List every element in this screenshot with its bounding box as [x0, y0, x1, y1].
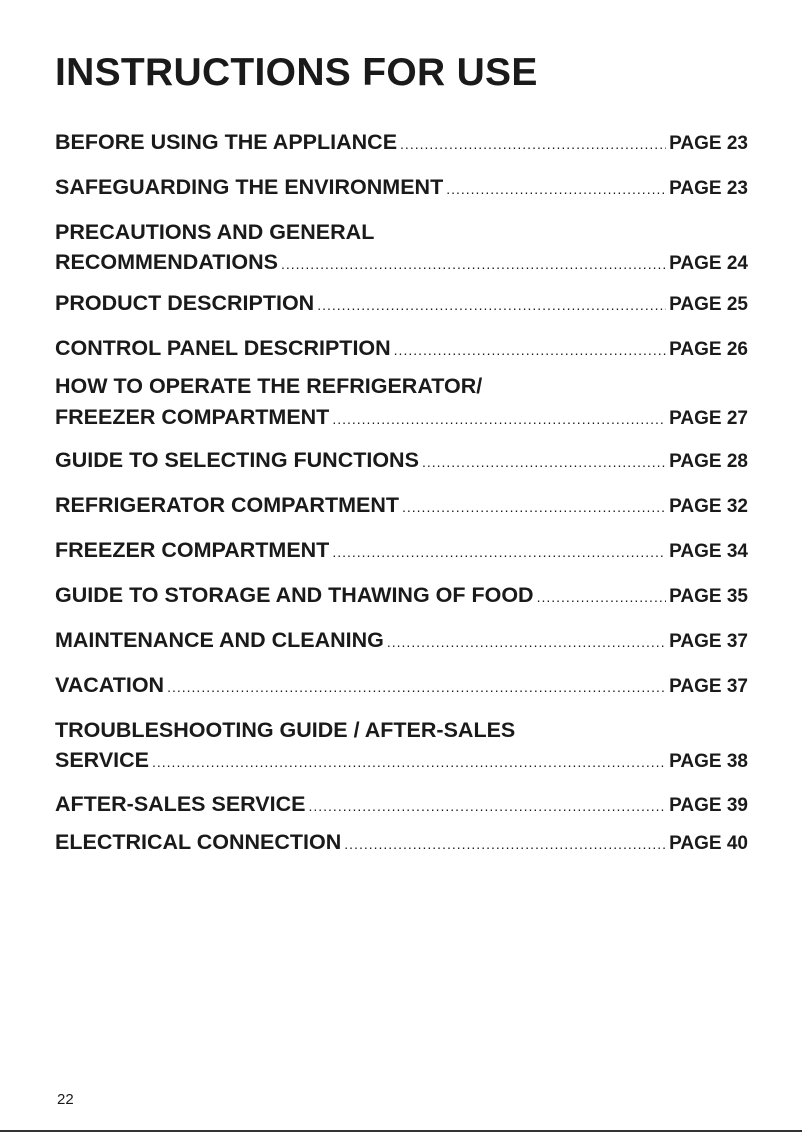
toc-entry[interactable]: [55, 671, 748, 702]
toc-page-ref: PAGE 25: [669, 294, 748, 315]
toc-entry[interactable]: [55, 372, 748, 434]
toc-label: SAFEGUARDING THE ENVIRONMENT: [55, 175, 444, 199]
toc-label: SERVICE: [55, 748, 149, 772]
toc-leader-dots: [281, 250, 666, 279]
toc-page-ref: PAGE 28: [669, 451, 748, 472]
toc-page-ref: PAGE 37: [669, 676, 748, 697]
toc-entry[interactable]: [55, 173, 748, 204]
toc-entry[interactable]: [55, 289, 748, 320]
toc-label: PRODUCT DESCRIPTION: [55, 291, 315, 315]
toc-leader-dots: [167, 673, 666, 702]
toc-page-ref: PAGE 24: [669, 253, 748, 274]
toc-entry[interactable]: [55, 334, 748, 365]
toc-label: FREEZER COMPARTMENT: [55, 538, 330, 562]
toc-label: FREEZER COMPARTMENT: [55, 405, 330, 429]
toc-label: REFRIGERATOR COMPARTMENT: [55, 493, 399, 517]
bottom-rule: [0, 1130, 802, 1132]
toc-label: GUIDE TO SELECTING FUNCTIONS: [55, 448, 419, 472]
toc-leader-dots: [332, 405, 666, 434]
toc-label: BEFORE USING THE APPLIANCE: [55, 130, 398, 154]
toc-label: CONTROL PANEL DESCRIPTION: [55, 336, 391, 360]
toc-page-ref: PAGE 26: [669, 339, 748, 360]
toc-entry[interactable]: [55, 581, 748, 612]
toc-leader-dots: [394, 336, 666, 365]
toc-entry[interactable]: [55, 828, 748, 859]
toc-leader-dots: [400, 130, 666, 159]
toc-page-ref: PAGE 40: [669, 833, 748, 854]
toc-leader-dots: [308, 792, 666, 821]
toc-entry[interactable]: [55, 716, 748, 777]
toc-entry[interactable]: [55, 128, 748, 159]
toc-leader-dots: [537, 583, 667, 612]
toc-entry[interactable]: [55, 491, 748, 522]
toc-label: GUIDE TO STORAGE AND THAWING OF FOOD: [55, 583, 534, 607]
toc-leader-dots: [446, 175, 666, 204]
toc-entry[interactable]: [55, 626, 748, 657]
toc-leader-dots: [387, 628, 666, 657]
toc-label: VACATION: [55, 673, 165, 697]
page-title: INSTRUCTIONS FOR USE: [55, 51, 538, 94]
toc-leader-dots: [422, 448, 666, 477]
toc-label: AFTER-SALES SERVICE: [55, 792, 306, 816]
toc-label: MAINTENANCE AND CLEANING: [55, 628, 384, 652]
toc-page-ref: PAGE 39: [669, 795, 748, 816]
toc-page-ref: PAGE 34: [669, 541, 748, 562]
toc-leader-dots: [332, 538, 666, 567]
toc-label-first-line: PRECAUTIONS AND GENERAL: [55, 220, 375, 244]
toc-page-ref: PAGE 37: [669, 631, 748, 652]
toc-label: ELECTRICAL CONNECTION: [55, 830, 342, 854]
toc-page-ref: PAGE 23: [669, 178, 748, 199]
toc-page-ref: PAGE 35: [669, 586, 748, 607]
toc-entry[interactable]: [55, 536, 748, 567]
toc-label-first-line: TROUBLESHOOTING GUIDE / AFTER-SALES: [55, 718, 516, 742]
toc-page-ref: PAGE 23: [669, 133, 748, 154]
toc-leader-dots: [402, 493, 666, 522]
toc-leader-dots: [344, 830, 666, 859]
toc-page-ref: PAGE 27: [669, 408, 748, 429]
toc-leader-dots: [317, 291, 666, 320]
toc-page-ref: PAGE 38: [669, 751, 748, 772]
toc-label-first-line: HOW TO OPERATE THE REFRIGERATOR/: [55, 374, 483, 398]
toc-entry[interactable]: [55, 790, 748, 821]
toc-entry[interactable]: [55, 446, 748, 477]
toc-label: RECOMMENDATIONS: [55, 250, 278, 274]
page-number: 22: [57, 1091, 74, 1108]
toc-entry[interactable]: [55, 218, 748, 279]
toc-leader-dots: [152, 748, 666, 777]
toc-page-ref: PAGE 32: [669, 496, 748, 517]
